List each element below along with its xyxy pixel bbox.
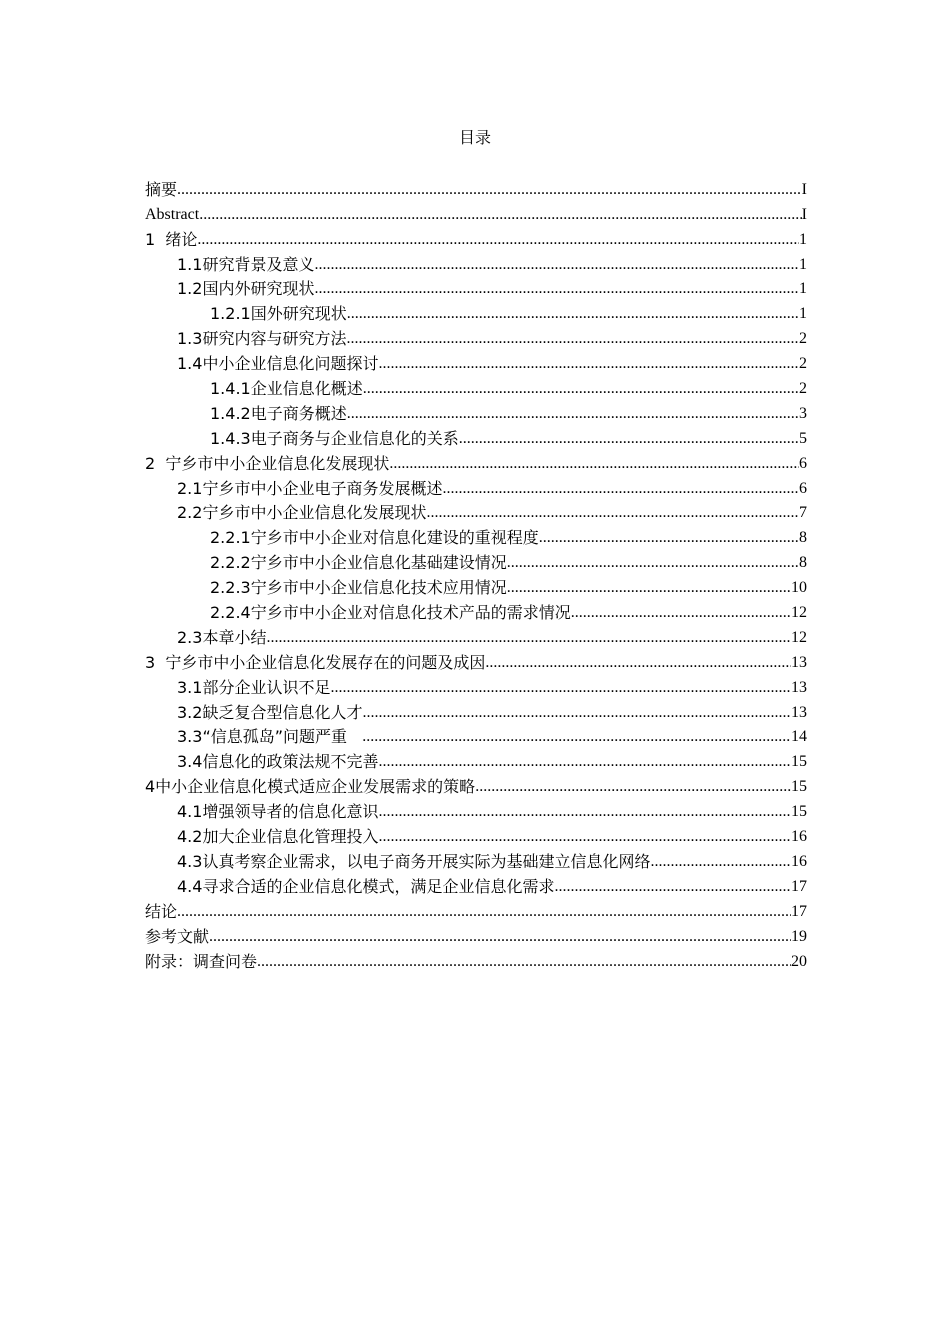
toc-entry-page-number: 19: [791, 927, 807, 945]
toc-entry[interactable]: [145, 548, 807, 573]
toc-dot-leader: [378, 752, 791, 772]
toc-entry[interactable]: [145, 200, 807, 225]
toc-entry[interactable]: [145, 772, 807, 797]
toc-entry-label: 2.2.1宁乡市中小企业对信息化建设的重视程度: [210, 528, 539, 548]
toc-entry-label: 3.4信息化的政策法规不完善: [177, 752, 379, 772]
toc-entry-label: 1.4.3电子商务与企业信息化的关系: [210, 428, 459, 448]
toc-entry-page-number: 15: [791, 778, 807, 796]
toc-dot-leader: [177, 180, 802, 200]
toc-dot-leader: [426, 503, 799, 523]
toc-entry[interactable]: [145, 374, 807, 399]
toc-entry[interactable]: [145, 623, 807, 648]
toc-entry[interactable]: [145, 947, 807, 972]
toc-entry[interactable]: [145, 399, 807, 424]
toc-entry-label: Abstract: [145, 205, 200, 223]
toc-entry-page-number: 8: [799, 529, 807, 547]
toc-dot-leader: [475, 777, 791, 797]
toc-entry-page-number: 6: [799, 454, 807, 472]
toc-entry-label: 4.4寻求合适的企业信息化模式，满足企业信息化需求: [177, 876, 555, 896]
toc-entry-label: 4中小企业信息化模式适应企业发展需求的策略: [145, 777, 476, 797]
toc-dot-leader: [362, 727, 791, 747]
toc-entry-page-number: 2: [799, 380, 807, 398]
toc-entry-label: 4.3认真考察企业需求，以电子商务开展实际为基础建立信息化网络: [177, 851, 651, 871]
toc-entry-page-number: 14: [791, 728, 807, 746]
toc-dot-leader: [197, 230, 799, 250]
toc-entry-label: 结论: [145, 901, 178, 921]
toc-entry-label: 1.4.2电子商务概述: [210, 403, 347, 423]
toc-entry-page-number: 10: [791, 579, 807, 597]
toc-entry[interactable]: [145, 747, 807, 772]
toc-entry-page-number: 12: [791, 604, 807, 622]
toc-entry[interactable]: [145, 698, 807, 723]
toc-entry-label: 3.2缺乏复合型信息化人才: [177, 702, 363, 722]
toc-dot-leader: [650, 852, 791, 872]
toc-dot-leader: [389, 454, 799, 474]
toc-entry[interactable]: [145, 822, 807, 847]
toc-entry-label: 1 绪论: [145, 229, 198, 249]
toc-entry-page-number: 13: [791, 703, 807, 721]
toc-entry-page-number: 8: [799, 554, 807, 572]
toc-entry-label: 参考文献: [145, 926, 210, 946]
toc-entry[interactable]: [145, 225, 807, 250]
toc-entry-label: 2 宁乡市中小企业信息化发展现状: [145, 453, 390, 473]
toc-entry[interactable]: [145, 598, 807, 623]
toc-dot-leader: [347, 304, 799, 324]
toc-dot-leader: [347, 404, 799, 424]
toc-entry[interactable]: [145, 847, 807, 872]
toc-entry-label: 2.2.2宁乡市中小企业信息化基础建设情况: [210, 553, 507, 573]
toc-entry-label: 3 宁乡市中小企业信息化发展存在的问题及成因: [145, 652, 486, 672]
toc-entry-label: 1.4.1企业信息化概述: [210, 379, 363, 399]
toc-dot-leader: [177, 902, 791, 922]
toc-entry[interactable]: [145, 897, 807, 922]
toc-entry-page-number: 17: [791, 877, 807, 895]
toc-entry-page-number: 1: [799, 280, 807, 298]
toc-dot-leader: [266, 628, 791, 648]
toc-entry-page-number: 3: [799, 404, 807, 422]
toc-entry-label: 1.3研究内容与研究方法: [177, 329, 347, 349]
toc-entry-label: 2.2宁乡市中小企业信息化发展现状: [177, 503, 427, 523]
toc-dot-leader: [363, 379, 799, 399]
toc-entry-label: 1.1研究背景及意义: [177, 254, 315, 274]
toc-dot-leader: [442, 479, 799, 499]
toc-dot-leader: [362, 703, 791, 723]
toc-entry-page-number: 6: [799, 479, 807, 497]
toc-dot-leader: [257, 952, 791, 972]
toc-entry-page-number: 15: [791, 753, 807, 771]
toc-entry[interactable]: [145, 175, 807, 200]
toc-entry[interactable]: [145, 349, 807, 374]
toc-entry-label: 2.2.3宁乡市中小企业信息化技术应用情况: [210, 578, 507, 598]
toc-entry-label: 4.1增强领导者的信息化意识: [177, 802, 379, 822]
toc-dot-leader: [507, 553, 799, 573]
toc-dot-leader: [539, 528, 799, 548]
toc-dot-leader: [507, 578, 791, 598]
toc-dot-leader: [330, 678, 791, 698]
toc-entry-label: 1.2.1国外研究现状: [210, 304, 347, 324]
toc-dot-leader: [378, 802, 791, 822]
toc-entry-page-number: 2: [799, 330, 807, 348]
toc-entry[interactable]: [145, 523, 807, 548]
toc-entry[interactable]: [145, 648, 807, 673]
toc-entry-page-number: 2: [799, 355, 807, 373]
toc-entry-page-number: 13: [791, 653, 807, 671]
toc-entry[interactable]: [145, 324, 807, 349]
toc-entry-label: 3.3“信息孤岛”问题严重: [177, 727, 363, 747]
toc-entry-page-number: 1: [799, 230, 807, 248]
toc-dot-leader: [378, 827, 791, 847]
toc-entry-label: 3.1部分企业认识不足: [177, 677, 331, 697]
toc-dot-leader: [314, 279, 799, 299]
toc-entry[interactable]: [145, 250, 807, 275]
toc-entry-label: 摘要: [145, 179, 178, 199]
toc-entry[interactable]: [145, 275, 807, 300]
toc-entry-page-number: 16: [791, 852, 807, 870]
toc-entry-page-number: I: [801, 180, 807, 198]
toc-entry-page-number: 5: [799, 429, 807, 447]
toc-entry-page-number: 13: [791, 678, 807, 696]
toc-dot-leader: [571, 603, 791, 623]
toc-dot-leader: [459, 429, 799, 449]
toc-entry-page-number: 1: [799, 255, 807, 273]
toc-dot-leader: [314, 255, 799, 275]
toc-dot-leader: [554, 877, 791, 897]
toc-entry[interactable]: [145, 872, 807, 897]
toc-dot-leader: [378, 354, 799, 374]
toc-entry[interactable]: [145, 424, 807, 449]
toc-entry-label: 附录：调查问卷: [145, 951, 258, 971]
toc-entry-page-number: I: [801, 205, 807, 223]
toc-entry-page-number: 20: [791, 952, 807, 970]
toc-entry-label: 2.2.4宁乡市中小企业对信息化技术产品的需求情况: [210, 603, 571, 623]
toc-entry[interactable]: [145, 723, 807, 748]
toc-title: 目录: [458, 128, 491, 147]
toc-entry-page-number: 7: [799, 504, 807, 522]
toc-entry[interactable]: [145, 573, 807, 598]
toc-entry[interactable]: [145, 922, 807, 947]
toc-dot-leader: [199, 205, 801, 225]
toc-entry[interactable]: [145, 299, 807, 324]
toc-dot-leader: [209, 927, 791, 947]
toc-entry-page-number: 17: [791, 902, 807, 920]
toc-entry-label: 4.2加大企业信息化管理投入: [177, 827, 379, 847]
toc-entry[interactable]: [145, 673, 807, 698]
table-of-contents: [145, 175, 807, 972]
toc-entry-label: 2.3本章小结: [177, 627, 267, 647]
toc-entry-page-number: 12: [791, 628, 807, 646]
toc-entry-page-number: 1: [799, 305, 807, 323]
toc-entry[interactable]: [145, 449, 807, 474]
toc-entry-label: 2.1宁乡市中小企业电子商务发展概述: [177, 478, 443, 498]
toc-entry[interactable]: [145, 797, 807, 822]
toc-entry-label: 1.4中小企业信息化问题探讨: [177, 354, 379, 374]
toc-dot-leader: [485, 653, 791, 673]
toc-entry-page-number: 16: [791, 828, 807, 846]
toc-entry-label: 1.2国内外研究现状: [177, 279, 315, 299]
toc-dot-leader: [346, 329, 799, 349]
toc-entry-page-number: 15: [791, 803, 807, 821]
toc-entry[interactable]: [145, 499, 807, 524]
toc-entry[interactable]: [145, 474, 807, 499]
